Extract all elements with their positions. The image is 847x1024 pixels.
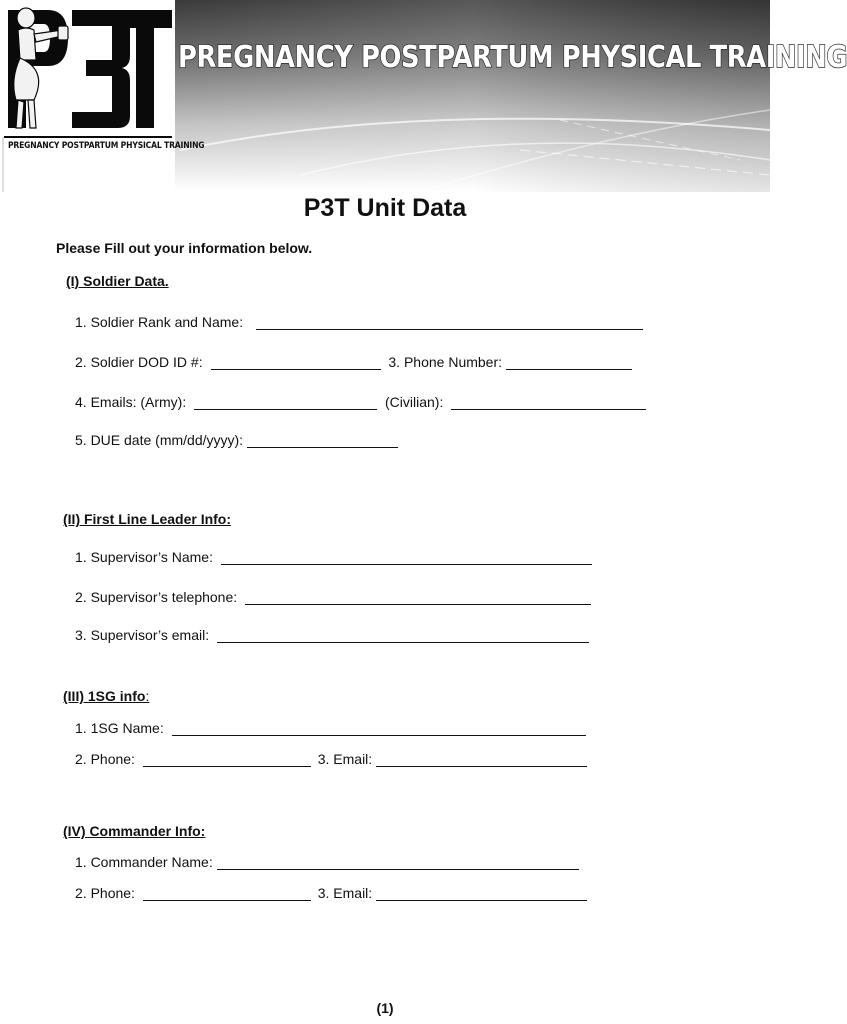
dod-id-blank[interactable] <box>211 355 381 370</box>
commander-phone-blank[interactable] <box>143 886 311 901</box>
form-row-supervisor-email <box>75 627 589 645</box>
supervisor-telephone-blank[interactable] <box>245 590 591 605</box>
instructions: Please Fill out your information below. <box>56 240 313 256</box>
field-label-civilian-email: (Civilian): <box>385 394 444 410</box>
banner-title: PREGNANCY POSTPARTUM PHYSICAL TRAINING <box>178 40 847 75</box>
field-label-1sg-name: 1. 1SG Name: <box>75 720 164 736</box>
phone-number-blank[interactable] <box>506 355 632 370</box>
field-label-rank-name: 1. Soldier Rank and Name: <box>75 314 244 330</box>
page-number: (1) <box>376 1000 394 1016</box>
page-title: P3T Unit Data <box>303 194 467 222</box>
commander-email-blank[interactable] <box>376 886 587 901</box>
field-label-1sg-email: 3. Email: <box>317 751 373 767</box>
banner-subtitle: PREGNANCY POSTPARTUM PHYSICAL TRAINING <box>8 141 205 151</box>
section-heading-soldier: (I) Soldier Data. <box>66 273 169 289</box>
civilian-email-blank[interactable] <box>451 395 646 410</box>
field-label-commander-email: 3. Email: <box>317 885 373 901</box>
form-row-supervisor-telephone <box>75 589 591 607</box>
supervisor-name-blank[interactable] <box>221 550 592 565</box>
section-heading-1sg-text: (III) 1SG info <box>63 688 146 704</box>
field-label-supervisor-telephone: 2. Supervisor’s telephone: <box>75 589 238 605</box>
field-label-commander-name: 1. Commander Name: <box>75 854 213 870</box>
form-row-emails <box>75 394 646 412</box>
header-banner <box>0 0 847 192</box>
1sg-phone-blank[interactable] <box>143 752 311 767</box>
form-row-supervisor-name <box>75 549 592 567</box>
1sg-email-blank[interactable] <box>376 752 587 767</box>
rank-name-blank[interactable] <box>256 315 643 330</box>
field-label-1sg-phone: 2. Phone: <box>75 751 135 767</box>
form-row-due-date <box>75 432 398 450</box>
field-label-supervisor-email: 3. Supervisor’s email: <box>75 627 210 643</box>
army-email-blank[interactable] <box>194 395 377 410</box>
section-heading-1sg-colon: : <box>145 688 150 704</box>
section-heading-first-line-leader: (II) First Line Leader Info: <box>63 511 232 527</box>
form-row-1sg-phone-email <box>75 751 587 769</box>
field-label-commander-phone: 2. Phone: <box>75 885 135 901</box>
commander-name-blank[interactable] <box>217 855 579 870</box>
form-row-commander-name <box>75 854 579 872</box>
field-label-supervisor-name: 1. Supervisor’s Name: <box>75 549 213 565</box>
field-label-phone-number: 3. Phone Number: <box>388 354 503 370</box>
field-label-army-email: 4. Emails: (Army): <box>75 394 187 410</box>
section-heading-commander: (IV) Commander Info: <box>63 823 206 839</box>
form-row-dod-phone <box>75 354 632 372</box>
form-row-rank-name <box>75 314 643 332</box>
form-row-1sg-name <box>75 720 586 738</box>
section-heading-1sg <box>63 688 149 704</box>
supervisor-email-blank[interactable] <box>217 628 589 643</box>
form-row-commander-phone-email <box>75 885 587 903</box>
banner-graphic <box>0 0 770 192</box>
field-label-due-date: 5. DUE date (mm/dd/yyyy): <box>75 432 244 448</box>
1sg-name-blank[interactable] <box>172 721 586 736</box>
due-date-blank[interactable] <box>247 433 398 448</box>
field-label-dod-id: 2. Soldier DOD ID #: <box>75 354 203 370</box>
